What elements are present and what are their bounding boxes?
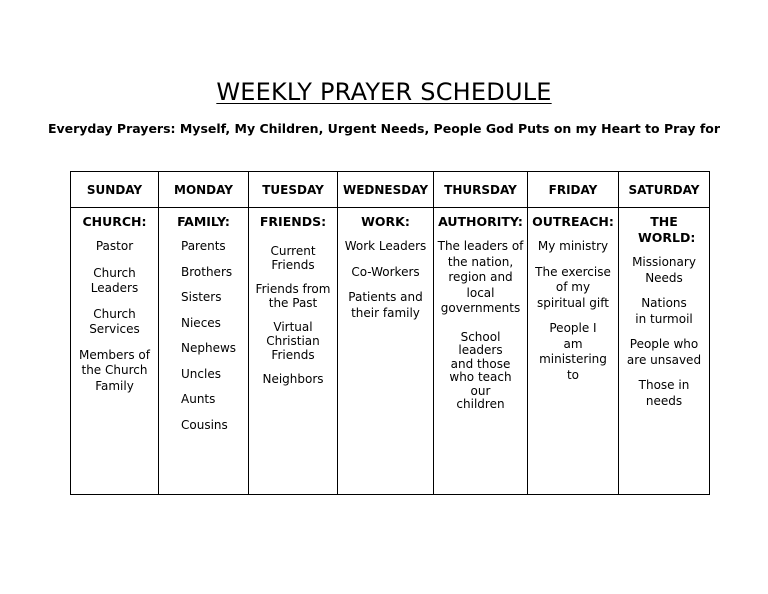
thursday-category: AUTHORITY: [438, 214, 523, 229]
prayer-focus-row [71, 208, 710, 495]
saturday-cell [619, 208, 710, 495]
friday-category: OUTREACH: [532, 214, 614, 229]
day-header-monday: MONDAY [159, 172, 249, 208]
tuesday-category: FRIENDS: [259, 214, 327, 229]
prayer-item: Neighbors [262, 372, 324, 386]
day-header-row [71, 172, 710, 208]
prayer-item: Co-Workers [351, 264, 420, 279]
day-header-tuesday: TUESDAY [249, 172, 338, 208]
wednesday-cell [338, 208, 434, 495]
prayer-item: My ministry [537, 239, 609, 253]
prayer-item: Cousins [181, 417, 228, 432]
monday-cell [159, 208, 249, 495]
day-header-sunday: SUNDAY [71, 172, 159, 208]
prayer-item: The exercise of my spiritual gift [535, 264, 611, 310]
prayer-item: Members of the Church Family [79, 347, 150, 393]
prayer-item: Current Friends [270, 244, 316, 272]
prayer-item: Nieces [181, 315, 221, 330]
tuesday-cell [249, 208, 338, 495]
day-header-thursday: THURSDAY [434, 172, 528, 208]
prayer-item: Parents [181, 239, 226, 253]
wednesday-category: WORK: [361, 214, 410, 229]
prayer-item: Work Leaders [344, 239, 427, 253]
prayer-item: Those in needs [638, 378, 690, 408]
prayer-item: Friends from the Past [255, 282, 331, 310]
prayer-item: The leaders of the nation, region and local governments [437, 239, 524, 315]
prayer-item: Patients and their family [348, 290, 423, 320]
prayer-item: School leaders and those who teach our children [449, 329, 512, 411]
day-header-wednesday: WEDNESDAY [338, 172, 434, 208]
prayer-item: Pastor [95, 239, 134, 253]
monday-category: FAMILY: [177, 214, 230, 229]
prayer-item: Aunts [181, 392, 216, 406]
sunday-category: CHURCH: [82, 214, 147, 229]
thursday-cell [434, 208, 528, 495]
page-title: WEEKLY PRAYER SCHEDULE [216, 78, 552, 106]
prayer-item: Brothers [181, 264, 233, 279]
prayer-item: Church Services [89, 306, 140, 336]
prayer-item: Nations in turmoil [635, 296, 693, 326]
prayer-item: Church Leaders [90, 265, 139, 295]
saturday-category: THE WORLD: [638, 214, 696, 245]
everyday-prayers-subtitle: Everyday Prayers: Myself, My Children, Urgent Needs, People God Puts on my Heart to Pray for [47, 121, 721, 136]
prayer-item: Missionary Needs [632, 255, 696, 285]
prayer-item: People who are unsaved [626, 337, 702, 367]
sunday-cell [71, 208, 159, 495]
day-header-saturday: SATURDAY [619, 172, 710, 208]
prayer-schedule-table [70, 171, 710, 495]
prayer-item: Sisters [181, 290, 222, 304]
prayer-item: Virtual Christian Friends [266, 320, 320, 362]
prayer-item: People I am ministering to [539, 321, 607, 382]
prayer-item: Nephews [181, 341, 237, 355]
prayer-item: Uncles [181, 366, 221, 381]
day-header-friday: FRIDAY [528, 172, 619, 208]
friday-cell [528, 208, 619, 495]
